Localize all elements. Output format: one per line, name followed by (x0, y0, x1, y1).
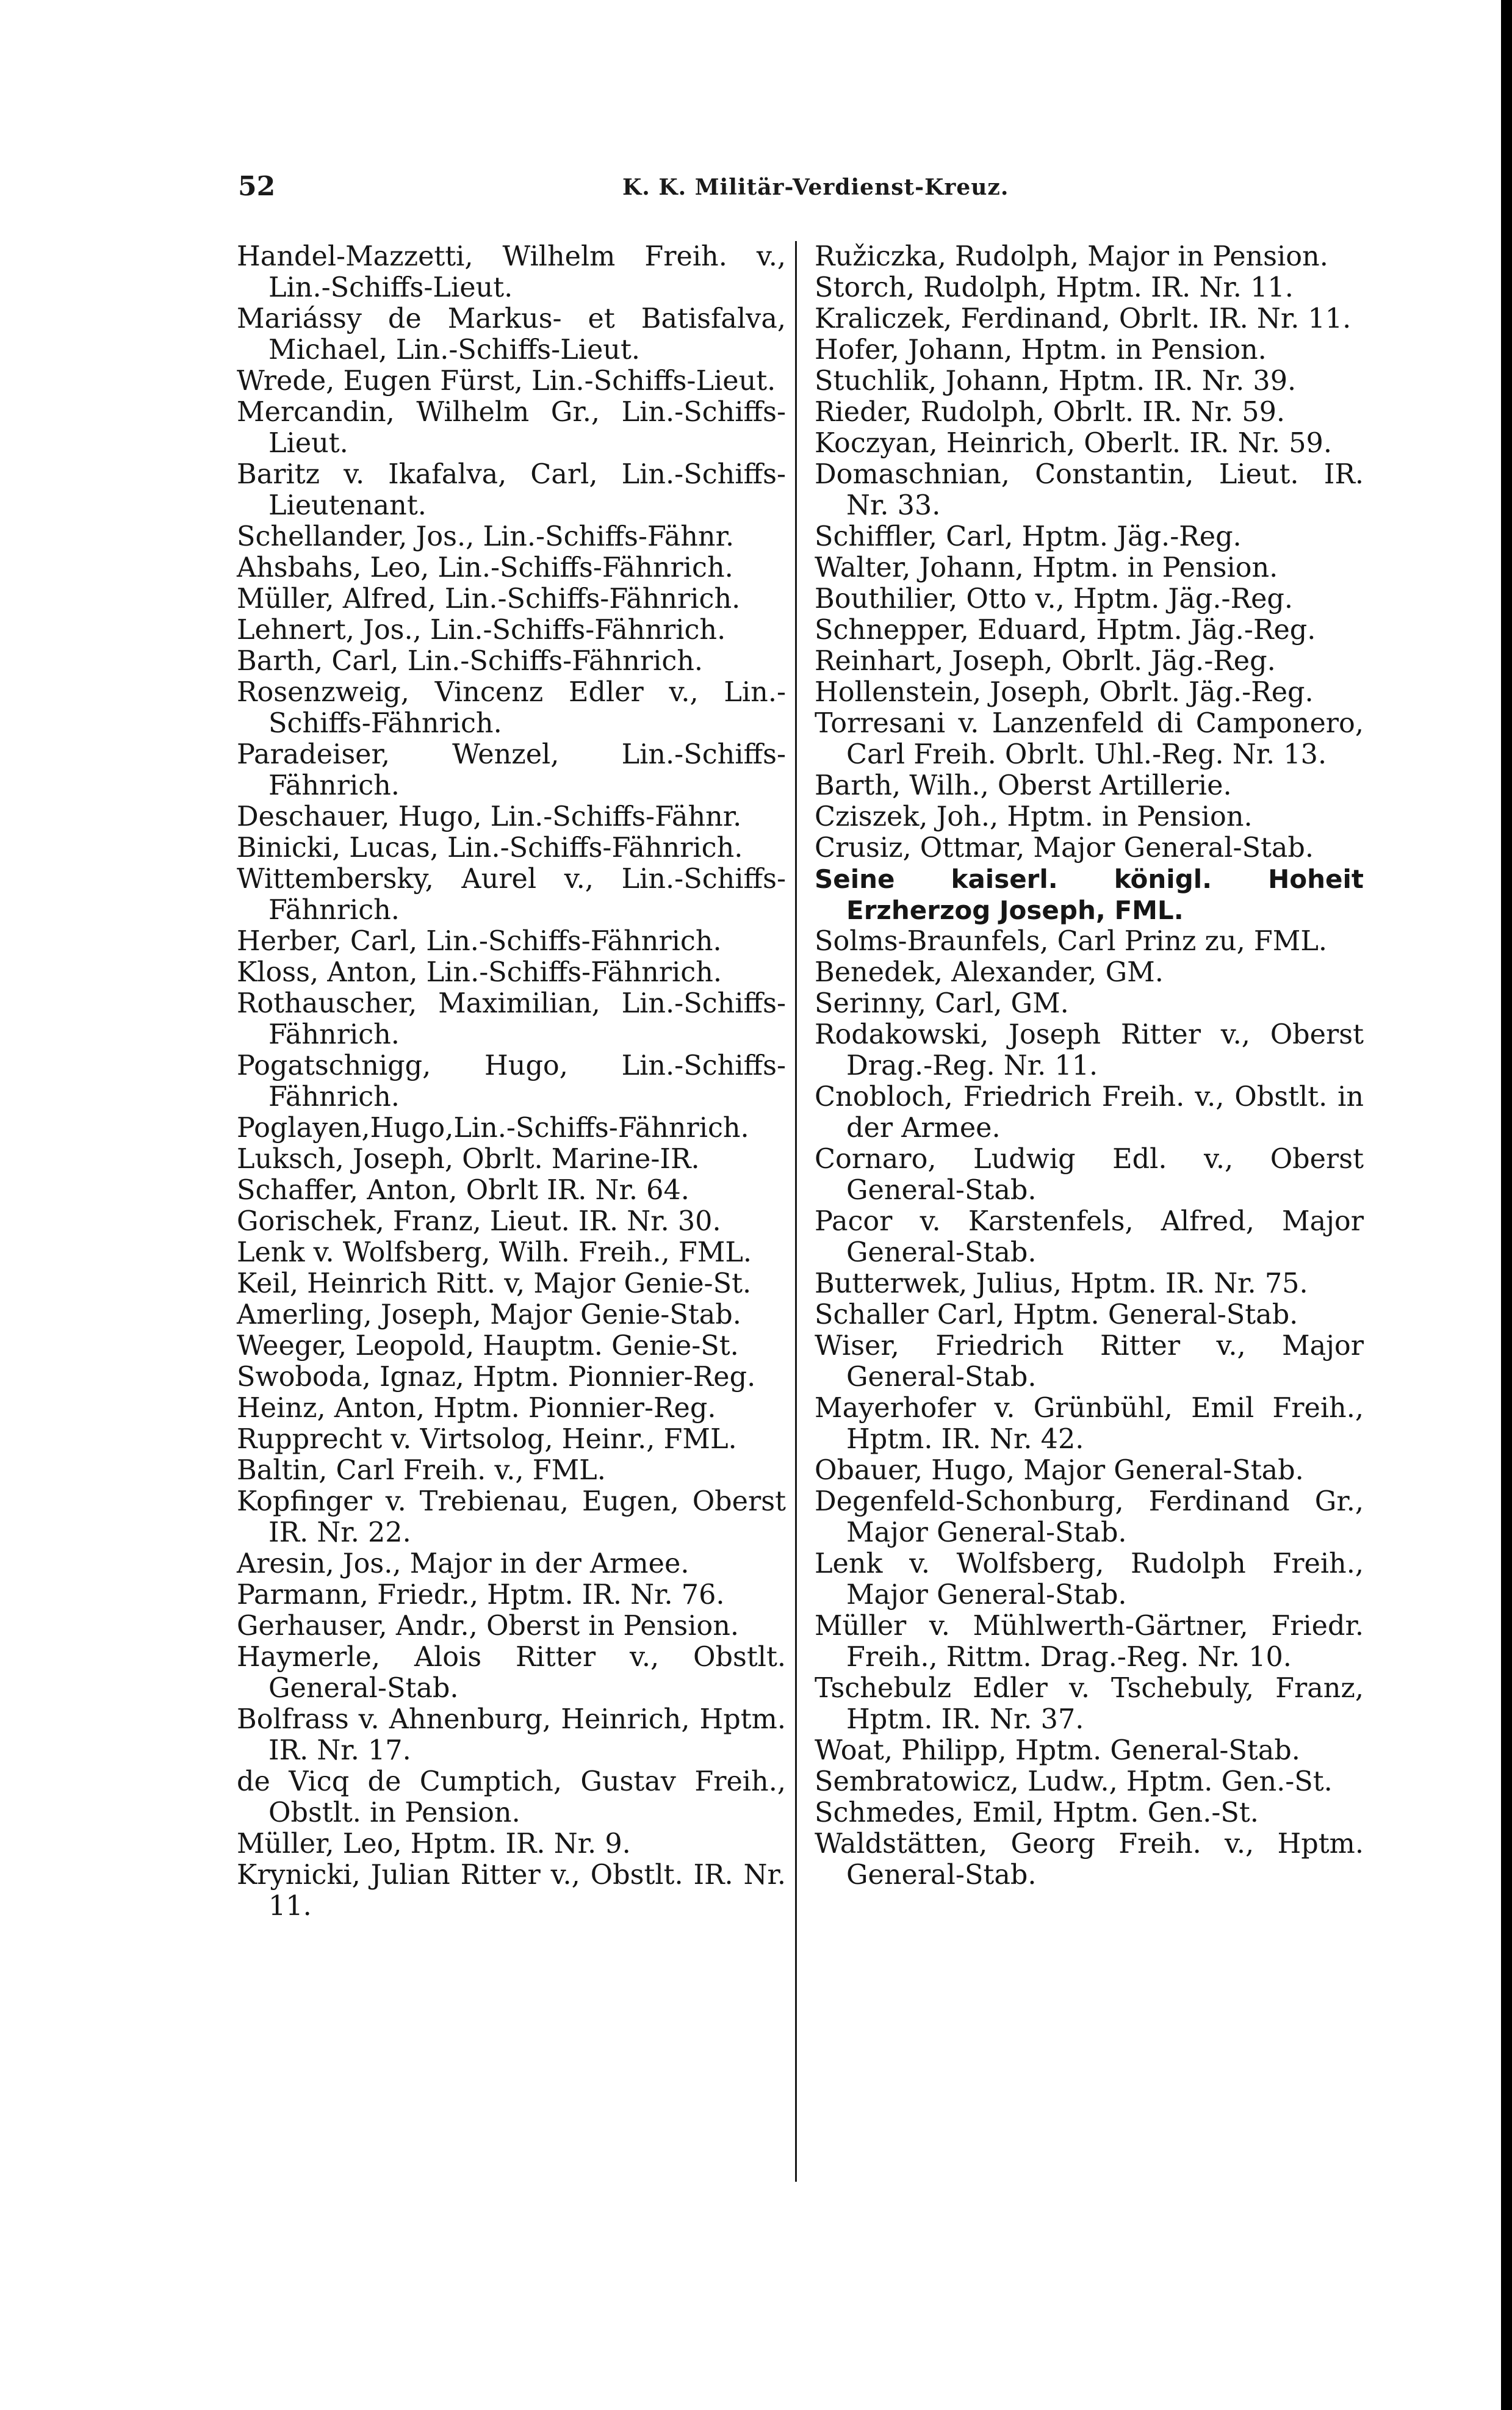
list-entry: Hofer, Johann, Hptm. in Pension. (815, 334, 1267, 366)
list-entry: Kopfinger v. Trebienau, Eugen, Oberst IR. Nr. 22. (237, 1486, 786, 1548)
list-entry: Lehnert, Jos., Lin.-Schiffs-Fähnrich. (237, 615, 726, 646)
list-entry: Heinz, Anton, Hptm. Pionnier-Reg. (237, 1393, 716, 1424)
list-entry: Krynicki, Julian Ritter v., Obstlt. IR. Nr. 11. (237, 1860, 786, 1922)
list-entry: Handel-Mazzetti, Wilhelm Freih. v., Lin.-Schiffs-Lieut. (237, 241, 786, 303)
list-entry: Paradeiser, Wenzel, Lin.-Schiffs-Fähnrich. (237, 739, 786, 801)
page-number: 52 (238, 171, 276, 202)
list-entry: Aresin, Jos., Major in der Armee. (237, 1548, 689, 1579)
list-entry: Cornaro, Ludwig Edl. v., Oberst General-Stab. (815, 1144, 1364, 1206)
list-entry: Sembratowicz, Ludw., Hptm. Gen.-St. (815, 1766, 1333, 1797)
list-entry: Schiffler, Carl, Hptm. Jäg.-Reg. (815, 521, 1242, 552)
list-entry: Kloss, Anton, Lin.-Schiffs-Fähnrich. (237, 957, 722, 988)
list-entry: Schnepper, Eduard, Hptm. Jäg.-Reg. (815, 615, 1316, 646)
list-entry: Butterwek, Julius, Hptm. IR. Nr. 75. (815, 1268, 1308, 1299)
list-entry: Rothauscher, Maximilian, Lin.-Schiffs-Fähnrich. (237, 988, 786, 1050)
list-entry: Tschebulz Edler v. Tschebuly, Franz, Hptm. IR. Nr. 37. (815, 1673, 1364, 1735)
list-entry: Koczyan, Heinrich, Oberlt. IR. Nr. 59. (815, 428, 1332, 459)
list-entry: Herber, Carl, Lin.-Schiffs-Fähnrich. (237, 926, 722, 957)
list-entry: Gorischek, Franz, Lieut. IR. Nr. 30. (237, 1206, 721, 1237)
list-entry: Gerhauser, Andr., Oberst in Pension. (237, 1611, 740, 1642)
list-entry: Binicki, Lucas, Lin.-Schiffs-Fähnrich. (237, 832, 743, 864)
list-entry: Obauer, Hugo, Major General-Stab. (815, 1455, 1304, 1486)
list-entry: Müller v. Mühlwerth-Gärtner, Friedr. Freih., Rittm. Drag.-Reg. Nr. 10. (815, 1611, 1364, 1673)
list-entry: Bouthilier, Otto v., Hptm. Jäg.-Reg. (815, 583, 1294, 615)
list-entry: Baltin, Carl Freih. v., FML. (237, 1455, 606, 1486)
list-entry: Luksch, Joseph, Obrlt. Marine-IR. (237, 1144, 700, 1175)
list-entry: Bolfrass v. Ahnenburg, Heinrich, Hptm. IR. Nr. 17. (237, 1704, 786, 1766)
list-entry: Woat, Philipp, Hptm. General-Stab. (815, 1735, 1300, 1766)
list-entry: Müller, Alfred, Lin.-Schiffs-Fähnrich. (237, 583, 741, 615)
list-entry: Cnobloch, Friedrich Freih. v., Obstlt. in der Armee. (815, 1081, 1364, 1144)
list-entry: Waldstätten, Georg Freih. v., Hptm. General-Stab. (815, 1828, 1364, 1891)
column-divider (795, 241, 797, 2182)
list-entry: Mercandin, Wilhelm Gr., Lin.-Schiffs-Lieut. (237, 397, 786, 459)
list-entry: Rosenzweig, Vincenz Edler v., Lin.-Schiffs-Fähnrich. (237, 677, 786, 739)
list-entry: Solms-Braunfels, Carl Prinz zu, FML. (815, 926, 1328, 957)
list-entry: Deschauer, Hugo, Lin.-Schiffs-Fähnr. (237, 801, 742, 832)
list-entry: Hollenstein, Joseph, Obrlt. Jäg.-Reg. (815, 677, 1314, 708)
list-entry: Wrede, Eugen Fürst, Lin.-Schiffs-Lieut. (237, 366, 776, 397)
list-entry: Mayerhofer v. Grünbühl, Emil Freih., Hptm. IR. Nr. 42. (815, 1393, 1364, 1455)
list-entry: Lenk v. Wolfsberg, Rudolph Freih., Major General-Stab. (815, 1548, 1364, 1611)
list-entry: Poglayen,Hugo,Lin.-Schiffs-Fähnrich. (237, 1113, 749, 1144)
list-entry: Pacor v. Karstenfels, Alfred, Major General-Stab. (815, 1206, 1364, 1268)
list-entry: Swoboda, Ignaz, Hptm. Pionnier-Reg. (237, 1362, 756, 1393)
list-entry: Benedek, Alexander, GM. (815, 957, 1164, 988)
list-entry: Schaller Carl, Hptm. General-Stab. (815, 1299, 1298, 1330)
highlighted-entry: Seine kaiserl. königl. Hoheit Erzherzog Joseph, FML. (815, 864, 1364, 925)
list-entry: Kraliczek, Ferdinand, Obrlt. IR. Nr. 11. (815, 303, 1352, 334)
list-entry: Schellander, Jos., Lin.-Schiffs-Fähnr. (237, 521, 735, 552)
list-entry: Rodakowski, Joseph Ritter v., Oberst Drag.-Reg. Nr. 11. (815, 1019, 1364, 1081)
list-entry: Müller, Leo, Hptm. IR. Nr. 9. (237, 1828, 631, 1860)
list-entry: Wiser, Friedrich Ritter v., Major General-Stab. (815, 1330, 1364, 1393)
page-header (238, 171, 1245, 207)
list-entry: Walter, Johann, Hptm. in Pension. (815, 552, 1278, 583)
list-entry: de Vicq de Cumptich, Gustav Freih., Obstlt. in Pension. (237, 1766, 786, 1828)
list-entry: Torresani v. Lanzenfeld di Camponero, Carl Freih. Obrlt. Uhl.-Reg. Nr. 13. (815, 708, 1364, 770)
list-entry: Degenfeld-Schonburg, Ferdinand Gr., Major General-Stab. (815, 1486, 1364, 1548)
list-entry: Stuchlik, Johann, Hptm. IR. Nr. 39. (815, 366, 1297, 397)
list-entry: Lenk v. Wolfsberg, Wilh. Freih., FML. (237, 1237, 752, 1268)
list-entry: Schmedes, Emil, Hptm. Gen.-St. (815, 1797, 1259, 1828)
list-entry: Weeger, Leopold, Hauptm. Genie-St. (237, 1330, 739, 1362)
right-column (815, 241, 1364, 1891)
list-entry: Domaschnian, Constantin, Lieut. IR. Nr. 33. (815, 459, 1364, 521)
list-entry: Amerling, Joseph, Major Genie-Stab. (237, 1299, 741, 1330)
running-title: K. K. Militär-Verdienst-Kreuz. (622, 175, 1009, 200)
list-entry: Schaffer, Anton, Obrlt IR. Nr. 64. (237, 1175, 689, 1206)
list-entry: Ružiczka, Rudolph, Major in Pension. (815, 241, 1328, 272)
list-entry: Reinhart, Joseph, Obrlt. Jäg.-Reg. (815, 646, 1276, 677)
list-entry: Baritz v. Ikafalva, Carl, Lin.-Schiffs-Lieutenant. (237, 459, 786, 521)
list-entry: Pogatschnigg, Hugo, Lin.-Schiffs-Fähnrich. (237, 1050, 786, 1113)
list-entry: Barth, Carl, Lin.-Schiffs-Fähnrich. (237, 646, 704, 677)
list-entry: Storch, Rudolph, Hptm. IR. Nr. 11. (815, 272, 1294, 303)
list-entry: Haymerle, Alois Ritter v., Obstlt. General-Stab. (237, 1642, 786, 1704)
list-entry: Wittembersky, Aurel v., Lin.-Schiffs-Fähnrich. (237, 864, 786, 926)
list-entry: Mariássy de Markus- et Batisfalva, Michael, Lin.-Schiffs-Lieut. (237, 303, 786, 366)
list-entry: Cziszek, Joh., Hptm. in Pension. (815, 801, 1253, 832)
list-entry: Rieder, Rudolph, Obrlt. IR. Nr. 59. (815, 397, 1286, 428)
list-entry: Keil, Heinrich Ritt. v, Major Genie-St. (237, 1268, 752, 1299)
list-entry: Ahsbahs, Leo, Lin.-Schiffs-Fähnrich. (237, 552, 733, 583)
list-entry: Parmann, Friedr., Hptm. IR. Nr. 76. (237, 1579, 725, 1611)
list-entry: Crusiz, Ottmar, Major General-Stab. (815, 832, 1314, 864)
list-entry: Rupprecht v. Virtsolog, Heinr., FML. (237, 1424, 737, 1455)
list-entry: Serinny, Carl, GM. (815, 988, 1069, 1019)
list-entry: Barth, Wilh., Oberst Artillerie. (815, 770, 1232, 801)
left-column (237, 241, 786, 1922)
